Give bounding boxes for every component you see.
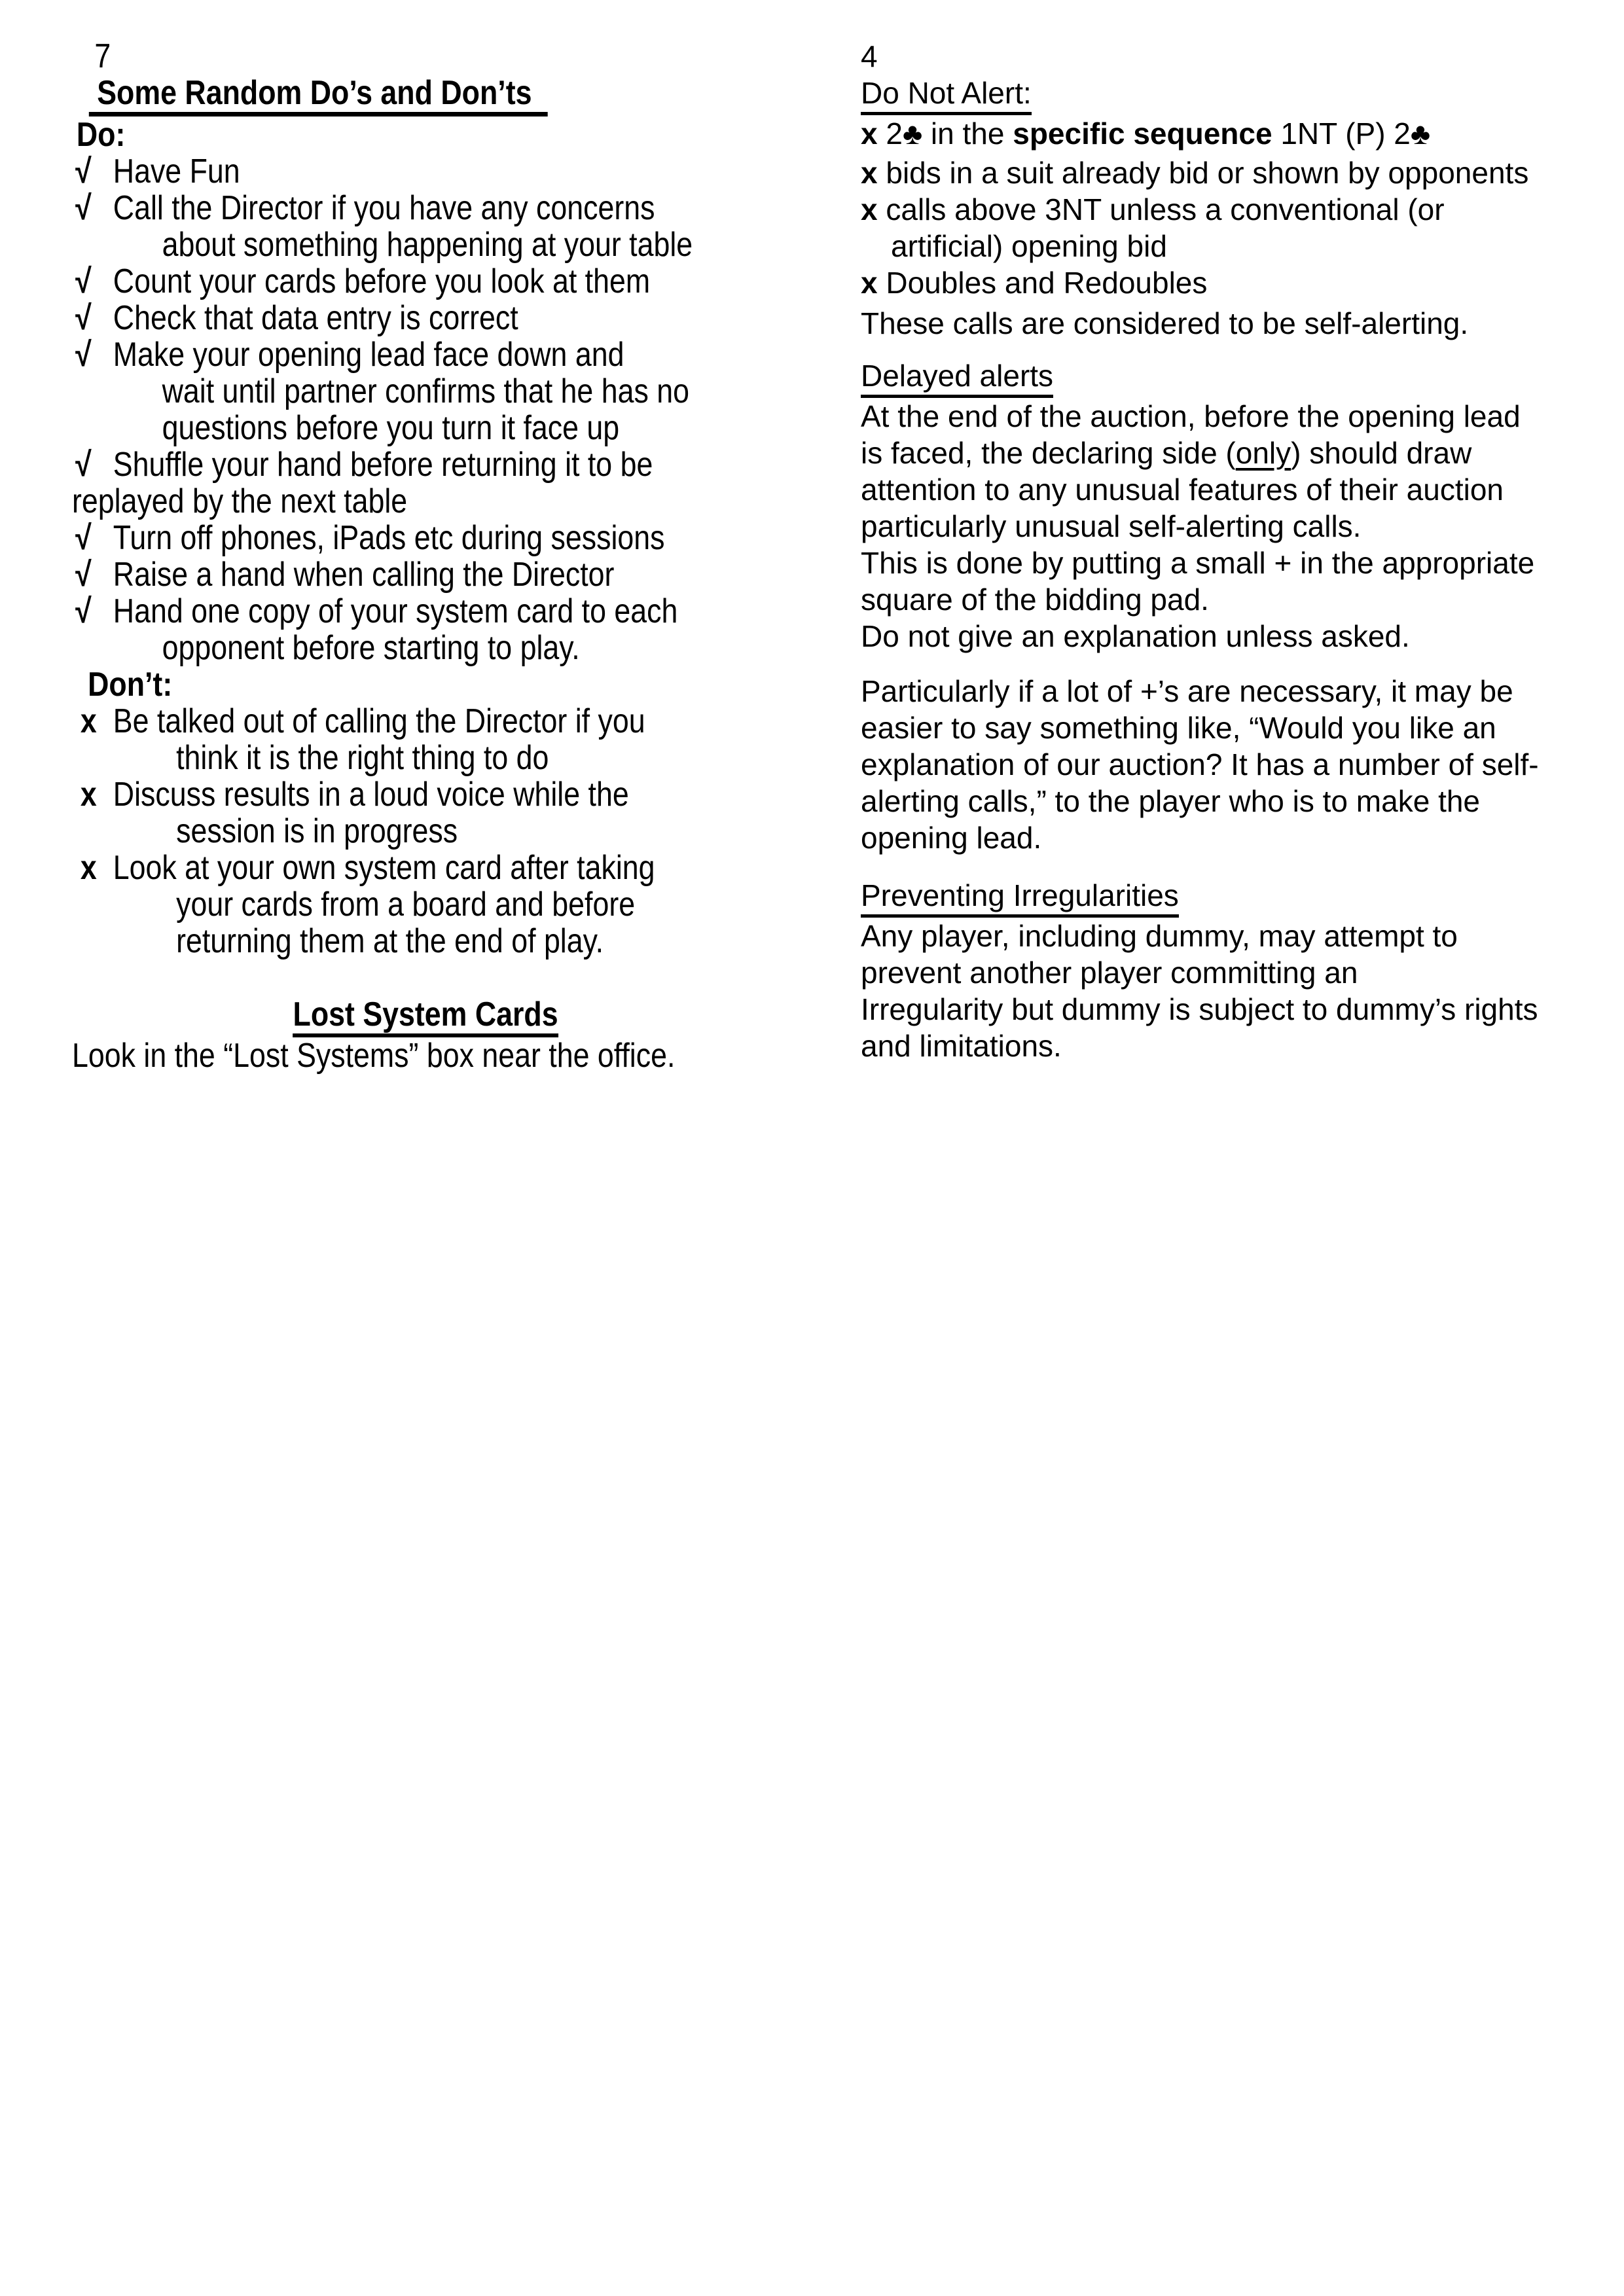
self-alerting-note: These calls are considered to be self-alerting. [861,306,1469,340]
cross-icon: x [861,266,878,300]
paragraph-line: This is done by putting a small + in the appropriate [861,546,1535,580]
page-number-left: 7 [94,37,111,75]
list-item-continuation: think it is the right thing to do [176,739,549,777]
list-item-continuation: your cards from a board and before [176,886,636,924]
list-item-continuation: returning them at the end of play. [176,922,604,960]
cross-icon: x [861,156,878,190]
list-item [72,520,779,556]
list-item-continuation: about something happening at your table [162,226,693,264]
list-item [72,593,779,630]
check-icon: √ [75,336,92,374]
list-item-text: Count your cards before you look at them [113,262,651,300]
list-item-continuation: session is in progress [176,812,458,850]
do-not-alert-heading-row [861,75,1614,115]
preventing-irregularities-heading-row [861,877,1614,918]
check-icon: √ [75,152,92,190]
list-item-text: Be talked out of calling the Director if you [113,702,645,740]
do-label: Do: [76,116,126,154]
list-item-text: Have Fun [113,152,240,190]
alert-item [861,115,1614,152]
alert-item [861,154,1614,191]
alert-item-text [878,117,886,151]
list-item-continuation: questions before you turn it face up [162,409,620,447]
paragraph-line: Particularly if a lot of +’s are necessary, it may be [861,674,1513,708]
list-item [72,850,779,886]
alert-item-continuation: artificial) opening bid [891,229,1167,263]
paragraph-line: prevent another player committing an [861,956,1358,990]
list-item [72,556,779,593]
alert-item-text: calls above 3NT unless a conventional (or [886,192,1445,226]
cross-icon: x [861,117,878,151]
list-item-continuation: opponent before starting to play. [162,629,580,667]
cross-icon: x [80,849,97,887]
check-icon: √ [75,189,92,227]
cross-icon: x [80,702,97,740]
list-item-text: Look at your own system card after taking [113,849,655,887]
lost-system-cards-heading: Lost System Cards [293,996,558,1037]
left-page-column [72,38,779,1074]
page-title: Some Random Do’s and Don’ts [89,75,548,117]
paragraph-line: is faced, the declaring side (only) should draw [861,436,1472,470]
page-number-right: 4 [861,39,878,73]
list-item [72,446,779,483]
paragraph-line: Any player, including dummy, may attempt to [861,919,1458,953]
check-icon: √ [75,299,92,337]
list-item-continuation: wait until partner confirms that he has no [162,372,689,410]
list-item [72,776,779,813]
lost-system-cards-heading-row [72,996,779,1037]
list-item [72,190,779,226]
paragraph-line: Irregularity but dummy is subject to dummy’s rights [861,992,1538,1026]
delayed-alerts-heading: Delayed alerts [861,357,1053,398]
section-title-row [72,75,779,117]
paragraph-line: particularly unusual self-alerting calls. [861,509,1362,543]
alert-item-text-post: 1NT (P) 2♣ [1272,117,1431,151]
preventing-irregularities-heading: Preventing Irregularities [861,877,1179,918]
paragraph-line: easier to say something like, “Would you like an [861,711,1496,745]
delayed-alerts-heading-row [861,357,1614,398]
list-item-text: Hand one copy of your system card to each [113,592,678,630]
alert-item-text: bids in a suit already bid or shown by opponents [886,156,1529,190]
alert-item-text: Doubles and Redoubles [886,266,1208,300]
paragraph-line: At the end of the auction, before the opening lead [861,399,1521,433]
check-icon: √ [75,519,92,557]
list-item [72,703,779,740]
list-item [72,263,779,300]
dont-label: Don’t: [88,666,173,704]
underlined-word-only: only [1235,436,1291,470]
list-item-text: Check that data entry is correct [113,299,518,337]
list-item-text: Make your opening lead face down and [113,336,624,374]
alert-item-text-pre: 2♣ in the [886,117,1013,151]
list-item [72,300,779,336]
alert-item [861,191,1614,228]
list-item-text: Raise a hand when calling the Director [113,556,615,594]
list-item-text: Turn off phones, iPads etc during sessions [113,519,665,557]
paragraph-line: explanation of our auction? It has a number of self- [861,747,1539,781]
list-item-text: Shuffle your hand before returning it to be [113,446,653,484]
paragraph-line: square of the bidding pad. [861,583,1209,617]
paragraph-line: Do not give an explanation unless asked. [861,619,1410,653]
alert-item-text-bold: specific sequence [1013,117,1272,151]
check-icon: √ [75,592,92,630]
lost-system-cards-text: Look in the “Lost Systems” box near the office. [72,1037,676,1075]
paragraph-line: opening lead. [861,821,1042,855]
list-item [72,153,779,190]
list-item-continuation: replayed by the next table [72,482,408,520]
cross-icon: x [80,776,97,814]
list-item [72,336,779,373]
do-not-alert-heading: Do Not Alert: [861,75,1032,115]
check-icon: √ [75,446,92,484]
paragraph-line: attention to any unusual features of their auction [861,473,1504,507]
check-icon: √ [75,556,92,594]
right-page-column [861,38,1614,1064]
paragraph-line: and limitations. [861,1029,1062,1063]
check-icon: √ [75,262,92,300]
alert-item [861,264,1614,301]
list-item-text: Discuss results in a loud voice while the [113,776,629,814]
list-item-text: Call the Director if you have any concerns [113,189,655,227]
paragraph-line: alerting calls,” to the player who is to make the [861,784,1481,818]
cross-icon: x [861,192,878,226]
